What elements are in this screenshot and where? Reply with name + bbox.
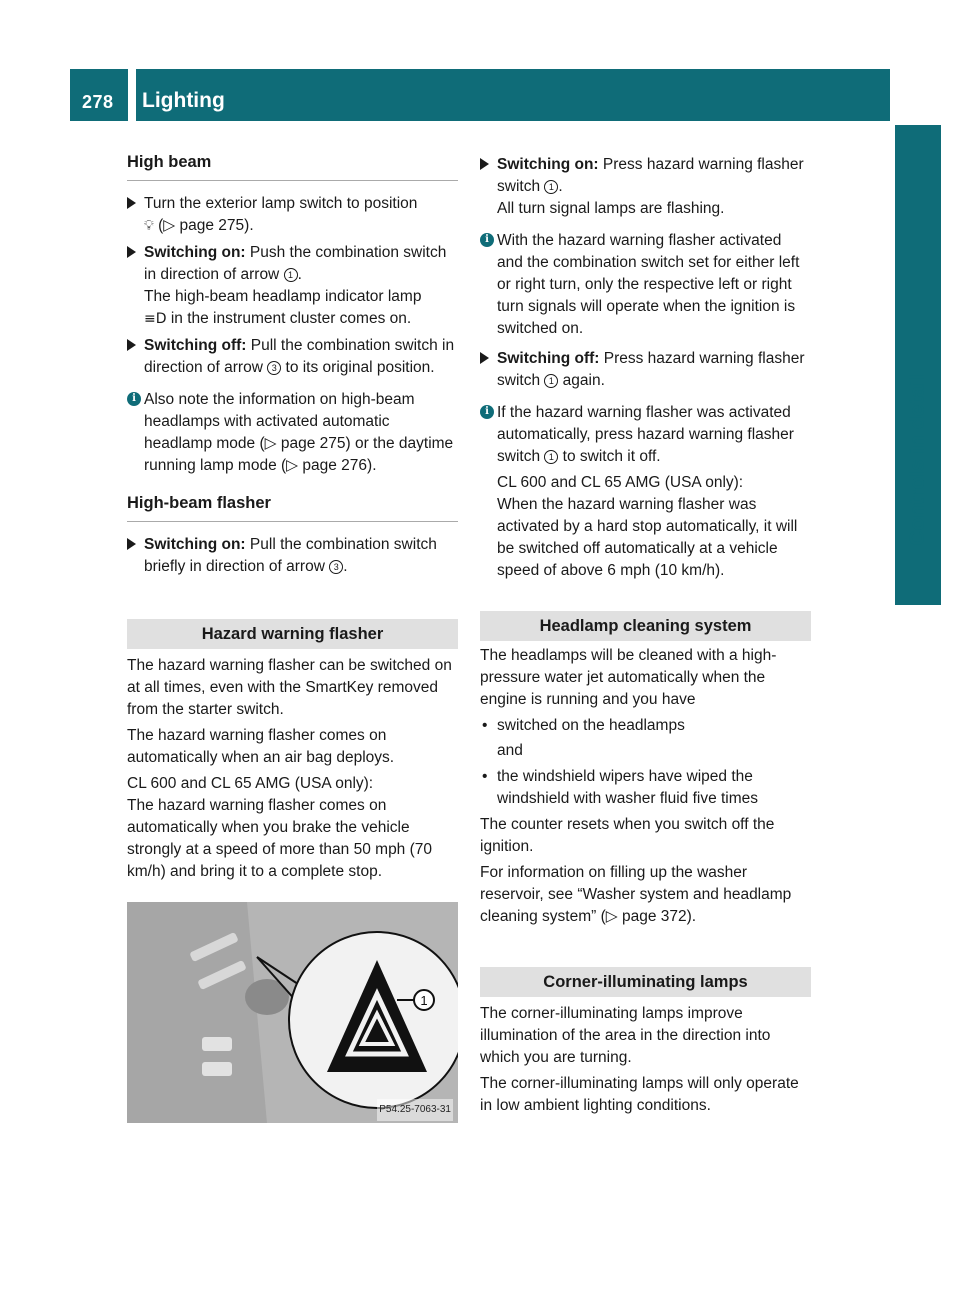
high-beam-step-2: Switching on: Push the combination switch in direction of arrow 1 . The high-beam headlamp indicator lamp ≡D in the instrument cluster comes on. bbox=[127, 242, 458, 330]
hazard-para-1: The hazard warning flasher can be switched on at all times, even with the SmartKey removed from the starter switch. bbox=[127, 657, 452, 718]
cleaning-para-2: The counter resets when you switch off the ignition. bbox=[480, 816, 775, 855]
hazard-heading: Hazard warning flasher bbox=[127, 619, 458, 649]
flasher-step: Switching on: Pull the combination switch briefly in direction of arrow 3 . bbox=[127, 534, 458, 578]
left-column bbox=[127, 150, 458, 883]
hazard-step-on: Switching on: Press hazard warning flasher switch 1 . All turn signal lamps are flashing. bbox=[480, 154, 811, 220]
right-column bbox=[480, 154, 811, 1117]
hazard-step-off: Switching off: Press hazard warning flasher switch 1 again. bbox=[480, 348, 811, 392]
hazard-para-3a: CL 600 and CL 65 AMG (USA only): bbox=[127, 775, 374, 792]
high-beam-heading: High beam bbox=[127, 150, 458, 181]
high-beam-step-3: Switching off: Pull the combination switch in direction of arrow 3 to its original position. bbox=[127, 335, 458, 379]
corner-para-1: The corner-illuminating lamps improve illumination of the area in the direction into which you are turning. bbox=[480, 1005, 771, 1066]
low-beam-lamp-icon: 💡︎ bbox=[144, 218, 154, 234]
page-header bbox=[70, 69, 890, 121]
figure-caption: P54.25-7063-31 bbox=[377, 1099, 453, 1121]
callout-number: 3 bbox=[329, 560, 343, 574]
arrow-bullet-icon bbox=[480, 352, 489, 364]
bullet-icon: • bbox=[482, 768, 488, 785]
page-number: 278 bbox=[82, 92, 114, 112]
figure-callout: 1 bbox=[420, 993, 428, 1008]
arrow-bullet-icon bbox=[127, 197, 136, 209]
high-beam-flasher-heading: High-beam flasher bbox=[127, 491, 458, 522]
corner-lamps-heading: Corner-illuminating lamps bbox=[480, 967, 811, 997]
hazard-info-2: i If the hazard warning flasher was activated automatically, press hazard warning flasher switch 1 to switch it off. CL 600 and CL 65 AMG (USA only): When the hazard warning flasher was activated by a hard stop automatically, it will be switched off automatically at a vehicle speed of above 6 mph (10 km/h). bbox=[480, 402, 811, 582]
header-divider bbox=[128, 69, 136, 121]
high-beam-info: i Also note the information on high-beam headlamps with activated automatic headlamp mode (▷ page 275) or the daytime running lamp mode (▷ page 276). bbox=[127, 389, 458, 477]
hazard-switch-photo bbox=[127, 902, 458, 1123]
arrow-bullet-icon bbox=[127, 538, 136, 550]
cleaning-para-1: The headlamps will be cleaned with a high-pressure water jet automatically when the engine is running and you have bbox=[480, 647, 777, 708]
page-title: Lighting bbox=[142, 89, 225, 112]
arrow-bullet-icon bbox=[127, 246, 136, 258]
info-icon: i bbox=[480, 233, 494, 247]
hazard-info-1: i With the hazard warning flasher activated and the combination switch set for either left or right turn, only the respective left or right turn signals will operate when the ignition is switched on. bbox=[480, 230, 811, 340]
info-icon: i bbox=[127, 392, 141, 406]
headlamp-cleaning-heading: Headlamp cleaning system bbox=[480, 611, 811, 641]
callout-number: 3 bbox=[267, 361, 281, 375]
callout-number: 1 bbox=[544, 180, 558, 194]
callout-number: 1 bbox=[544, 450, 558, 464]
side-chapter-label: Controls in detail bbox=[906, 374, 929, 546]
callout-number: 1 bbox=[284, 268, 298, 282]
cleaning-bullet-1: • switched on the headlamps bbox=[480, 715, 811, 737]
cleaning-and: and bbox=[497, 742, 523, 759]
hazard-para-2: The hazard warning flasher comes on automatically when an air bag deploys. bbox=[127, 727, 395, 766]
info-icon: i bbox=[480, 405, 494, 419]
cleaning-para-3: For information on filling up the washer reservoir, see “Washer system and headlamp cleaning system” (▷ page 372). bbox=[480, 864, 792, 925]
high-beam-lamp-icon: ≡D bbox=[144, 311, 167, 327]
arrow-bullet-icon bbox=[127, 339, 136, 351]
high-beam-step-1: Turn the exterior lamp switch to position 💡︎ (▷ page 275). bbox=[127, 193, 458, 237]
hazard-para-3b: The hazard warning flasher comes on automatically when you brake the vehicle strongly at a speed of more than 50 mph (70 km/h) and bring it to a complete stop. bbox=[127, 797, 433, 880]
hazard-switch-illustration bbox=[127, 902, 458, 1123]
cleaning-bullet-2: • the windshield wipers have wiped the windshield with washer fluid five times bbox=[482, 768, 759, 807]
callout-number: 1 bbox=[544, 374, 558, 388]
arrow-bullet-icon bbox=[480, 158, 489, 170]
corner-para-2: The corner-illuminating lamps will only operate in low ambient lighting conditions. bbox=[480, 1075, 799, 1114]
bullet-icon: • bbox=[482, 717, 488, 734]
